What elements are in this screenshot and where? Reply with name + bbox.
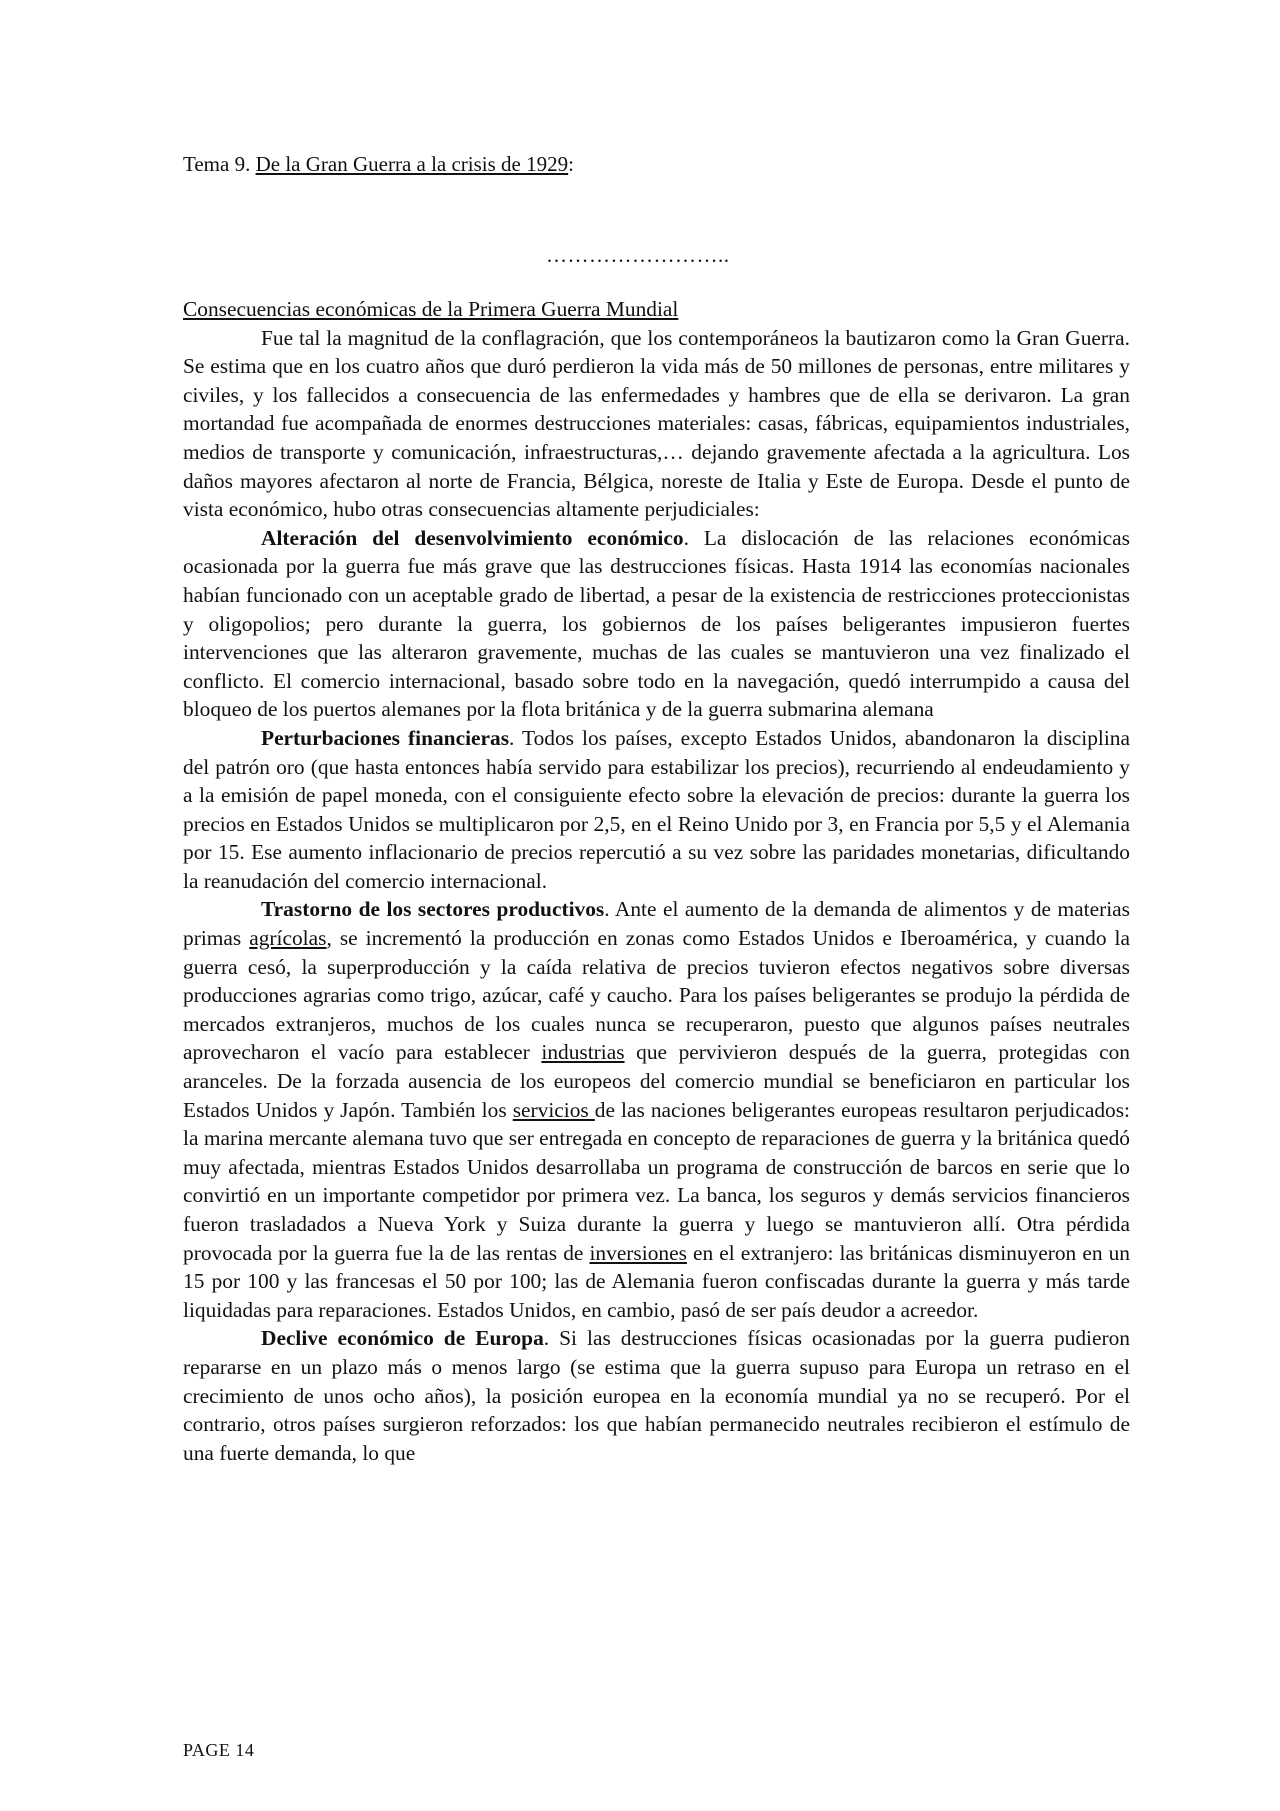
point-text: . La dislocación de las relaciones económicas ocasionada por la guerra fue más grave que las destrucciones físicas. Hasta 1914 las economías nacionales habían funcionado con un aceptable grado de libertad, a pesar de la existencia de restricciones proteccionistas y oligopolios; pero durante la guerra, los gobiernos de los países beligerantes impusieron fuertes intervenciones que las alteraron gravemente, muchas de las cuales se mantuvieron una vez finalizado el conflicto. El comercio internacional, basado sobre todo en la navegación, quedó interrumpido a causa del bloqueo de los puertos alemanes por la flota británica y de la guerra submarina alemana — [183, 525, 1130, 722]
topic-header — [183, 150, 574, 178]
paragraph-financial-disruption — [183, 724, 1130, 896]
topic-title: De la Gran Guerra a la crisis de 1929 — [255, 152, 569, 176]
paragraph-productive-sectors — [183, 895, 1130, 1324]
intro-paragraph: Fue tal la magnitud de la conflagración, que los contemporáneos la bautizaron como la Gran Guerra. Se estima que en los cuatro años que duró perdieron la vida más de 50 millones de personas, entre militares y civiles, y los fallecidos a consecuencia de las enfermedades y hambres que de ella se derivaron. La gran mortandad fue acompañada de enormes destrucciones materiales: casas, fábricas, equipamientos industriales, medios de transporte y comunicación, infraestructuras,… dejando gravemente afectada a la agricultura. Los daños mayores afectaron al norte de Francia, Bélgica, noreste de Italia y Este de Europa. Desde el punto de vista económico, hubo otras consecuencias altamente perjudiciales: — [183, 325, 1130, 522]
page-number: PAGE 14 — [183, 1740, 255, 1760]
section-title: Consecuencias económicas de la Primera Guerra Mundial — [183, 297, 679, 321]
point-text: , se incrementó la producción en zonas como Estados Unidos e Iberoamérica, y cuando la guerra cesó, la superproducción y la caída relativa de precios tuvieron efectos negativos sobre diversas producciones agrarias como trigo, azúcar, café y caucho. Para los países beligerantes se produjo la pérdida de mercados extranjeros, muchos de los cuales nunca se recuperaron, puesto que algunos países neutrales aprovecharon el vacío para establecer — [183, 926, 1130, 1065]
dotted-separator: …………………….. — [546, 243, 730, 267]
point-heading: Alteración del desenvolvimiento económico — [261, 525, 684, 550]
point-heading: Trastorno de los sectores productivos — [261, 897, 605, 922]
point-text: . Si las destrucciones físicas ocasionadas por la guerra pudieron repararse en un plazo más o menos largo (se estima que la guerra supuso para Europa un retraso en el crecimiento de unos ocho años), la posición europea en la economía mundial ya no se recuperó. Por el contrario, otros países surgieron reforzados: los que habían permanecido neutrales recibieron el estímulo de una fuerte demanda, lo que — [183, 1326, 1131, 1465]
paragraph-europe-decline — [183, 1324, 1130, 1467]
document-body — [183, 295, 1130, 1467]
point-heading: Declive económico de Europa — [261, 1326, 544, 1351]
topic-prefix: Tema 9. — [183, 152, 256, 176]
link-inversiones[interactable]: inversiones — [589, 1240, 687, 1265]
point-text: que pervivieron después de la guerra, protegidas con aranceles. De la forzada ausencia de los europeos del comercio mundial se beneficiaron en particular los Estados Unidos y Japón. También los — [183, 1040, 1131, 1122]
paragraph-economic-alteration — [183, 524, 1130, 724]
point-text: . Ante el aumento de la demanda de alimentos y de materias primas — [183, 897, 1130, 951]
point-heading: Perturbaciones financieras — [261, 725, 510, 750]
link-agricolas[interactable]: agrícolas — [249, 926, 327, 951]
link-industrias[interactable]: industrias — [541, 1040, 625, 1065]
topic-suffix: : — [568, 152, 574, 176]
point-text: de las naciones beligerantes europeas resultaron perjudicados: la marina mercante alemana tuvo que ser entregada en concepto de reparaciones de guerra y la británica quedó muy afectada, mientras Estados Unidos desarrollaba un programa de construcción de barcos en serie que lo convirtió en un importante competidor por primera vez. La banca, los seguros y demás servicios financieros fueron trasladados a Nueva York y Suiza durante la guerra y luego se mantuvieron allí. Otra pérdida provocada por la guerra fue la de las rentas de — [183, 1097, 1130, 1265]
link-servicios[interactable]: servicios — [512, 1097, 595, 1122]
point-text: en el extranjero: las británicas disminuyeron en un 15 por 100 y las francesas el 50 por 100; las de Alemania fueron confiscadas durante la guerra y más tarde liquidadas para reparaciones. Estados Unidos, en cambio, pasó de ser país deudor a acreedor. — [183, 1240, 1130, 1322]
point-text: . Todos los países, excepto Estados Unidos, abandonaron la disciplina del patrón oro (que hasta entonces había servido para estabilizar los precios), recurriendo al endeudamiento y a la emisión de papel moneda, con el consiguiente efecto sobre la elevación de precios: durante la guerra los precios en Estados Unidos se multiplicaron por 2,5, en el Reino Unido por 3, en Francia por 5,5 y el Alemania por 15. Ese aumento inflacionario de precios repercutió a su vez sobre las paridades monetarias, dificultando la reanudación del comercio internacional. — [183, 725, 1130, 893]
